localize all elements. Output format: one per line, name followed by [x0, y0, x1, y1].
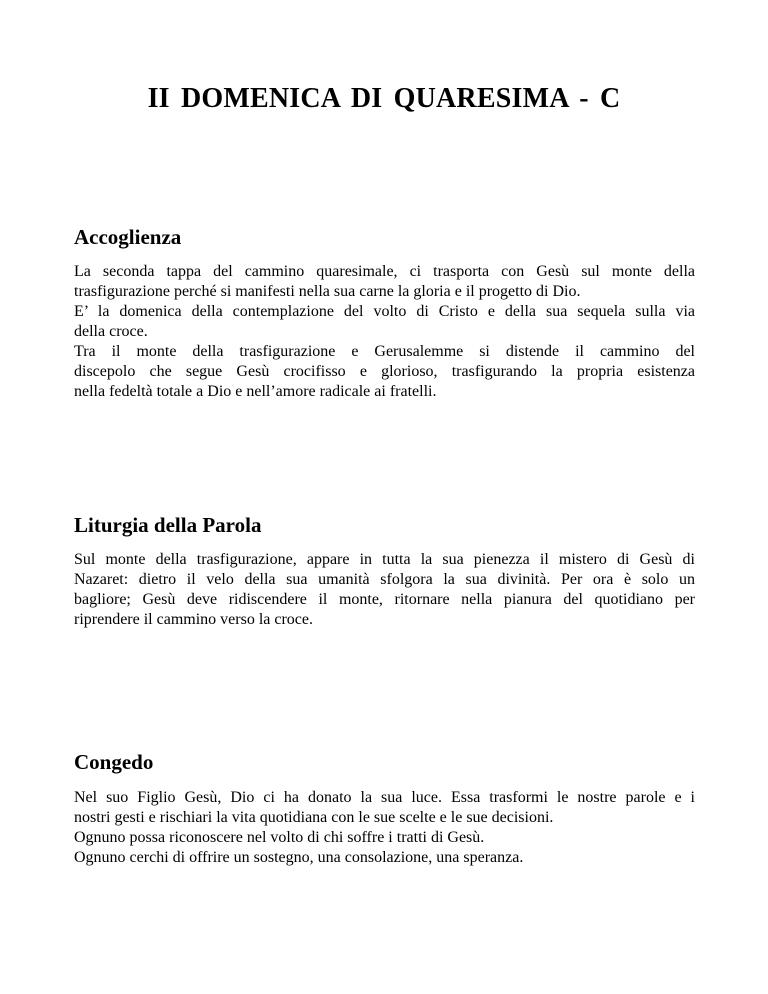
- text-line: Tra il monte della trasfigurazione e Gerusalemme si distende il cammino del: [74, 343, 695, 360]
- text-line: La seconda tappa del cammino quaresimale, ci trasporta con Gesù sul monte della: [74, 263, 695, 280]
- text-line: della croce.: [74, 323, 148, 340]
- section-heading-liturgia-della-parola: Liturgia della Parola: [74, 513, 262, 537]
- text-line: nostri gesti e rischiari la vita quotidiana con le sue scelte e le sue decisioni.: [74, 809, 554, 826]
- section-heading-accoglienza: Accoglienza: [74, 225, 182, 249]
- text-line: bagliore; Gesù deve ridiscendere il monte, ritornare nella pianura del quotidiano per: [74, 591, 695, 608]
- section-heading-congedo: Congedo: [74, 750, 154, 774]
- text-line: Sul monte della trasfigurazione, appare in tutta la sua pienezza il mistero di Gesù di: [74, 551, 695, 568]
- section-body-accoglienza: [74, 262, 695, 402]
- text-line: Ognuno cerchi di offrire un sostegno, una consolazione, una speranza.: [74, 849, 524, 866]
- text-line: trasfigurazione perché si manifesti nella sua carne la gloria e il progetto di Dio.: [74, 283, 581, 300]
- text-line: E’ la domenica della contemplazione del volto di Cristo e della sua sequela sulla via: [74, 303, 695, 320]
- section-body-liturgia-della-parola: [74, 550, 695, 630]
- text-line: nella fedeltà totale a Dio e nell’amore radicale ai fratelli.: [74, 383, 437, 400]
- text-line: riprendere il cammino verso la croce.: [74, 611, 313, 628]
- text-line: discepolo che segue Gesù crocifisso e glorioso, trasfigurando la propria esistenza: [74, 363, 695, 380]
- page-title: II DOMENICA DI QUARESIMA - C: [147, 83, 621, 114]
- section-body-congedo: [74, 788, 695, 868]
- text-line: Nazaret: dietro il velo della sua umanità sfolgora la sua divinità. Per ora è solo un: [74, 571, 695, 588]
- text-line: Nel suo Figlio Gesù, Dio ci ha donato la sua luce. Essa trasformi le nostre parole e i: [74, 789, 695, 806]
- text-line: Ognuno possa riconoscere nel volto di chi soffre i tratti di Gesù.: [74, 829, 485, 846]
